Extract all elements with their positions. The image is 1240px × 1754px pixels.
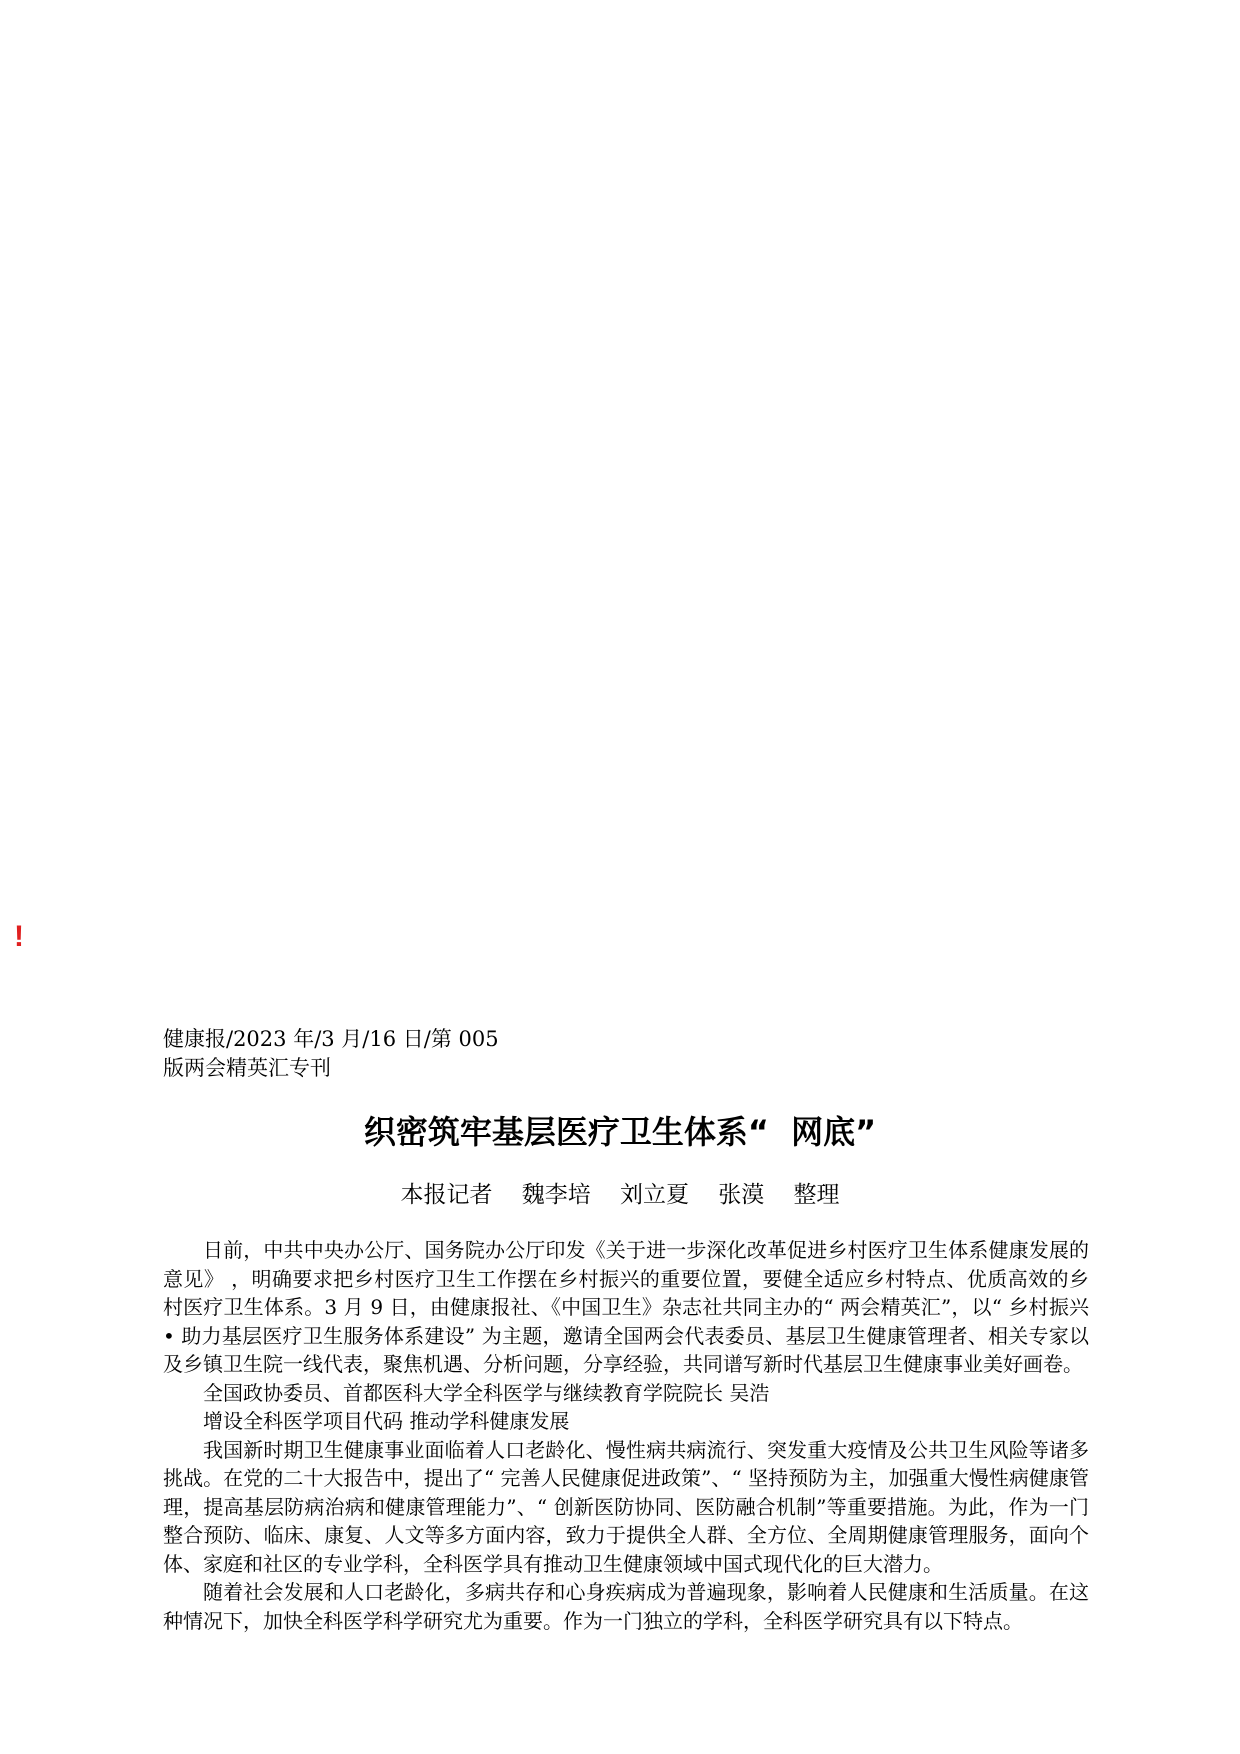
paragraph-intro: 日前，中共中央办公厅、国务院办公厅印发《关于进一步深化改革促进乡村医疗卫生体系健康发展的意见》 ，明确要求把乡村医疗卫生工作摆在乡村振兴的重要位置，要健全适应乡村特点、优质高效的乡村医疗卫生体系。3 月 9 日，由健康报社、《中国卫生》杂志社共同主办的“ 两会精英汇”，以“ 乡村振兴 • 助力基层医疗卫生服务体系建设” 为主题，邀请全国两会代表委员、基层卫生健康管理者、相关专家以及乡镇卫生院一线代表，聚焦机遇、分析问题，分享经验，共同谱写新时代基层卫生健康事业美好画卷。 bbox=[163, 1238, 1089, 1376]
article-byline: 本报记者 魏李培 刘立夏 张漠 整理 bbox=[400, 1182, 840, 1208]
publication-info-line-1: 健康报/2023 年/3 月/16 日/第 005 bbox=[163, 1027, 499, 1051]
speaker-line: 全国政协委员、首都医科大学全科医学与继续教育学院院长 吴浩 bbox=[203, 1380, 770, 1405]
article-body bbox=[163, 1236, 1089, 1635]
red-exclamation-mark: ! bbox=[14, 920, 24, 953]
section-heading: 增设全科医学项目代码 推动学科健康发展 bbox=[203, 1409, 570, 1433]
publication-info-line-2: 版两会精英汇专刊 bbox=[163, 1056, 331, 1080]
publication-info bbox=[163, 1025, 523, 1083]
article-title: 织密筑牢基层医疗卫生体系“ 网底” bbox=[363, 1113, 877, 1151]
paragraph: 我国新时期卫生健康事业面临着人口老龄化、慢性病共病流行、突发重大疫情及公共卫生风险等诸多挑战。在党的二十大报告中，提出了“ 完善人民健康促进政策”、“ 坚持预防为主，加强重大慢性病健康管理，提高基层防病治病和健康管理能力”、“ 创新医防协同、医防融合机制”等重要措施。为此，作为一门整合预防、临床、康复、人文等多方面内容，致力于提供全人群、全方位、全周期健康管理服务，面向个体、家庭和社区的专业学科，全科医学具有推动卫生健康领域中国式现代化的巨大潜力。 bbox=[163, 1437, 1089, 1576]
paragraph: 随着社会发展和人口老龄化，多病共存和心身疾病成为普遍现象，影响着人民健康和生活质量。在这种情况下，加快全科医学科学研究尤为重要。作为一门独立的学科，全科医学研究具有以下特点。 bbox=[163, 1580, 1089, 1633]
